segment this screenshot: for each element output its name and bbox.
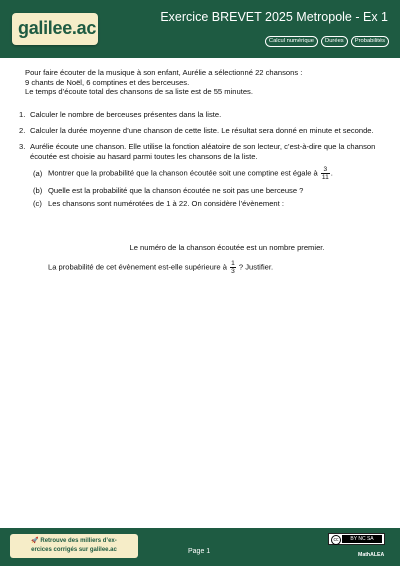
subquestion-text: Les chansons sont numérotées de 1 à 22. On considère l’évènement : [48,199,284,208]
intro-line: Le temps d’écoute total des chansons de sa liste est de 55 minutes. [25,87,253,97]
event-statement: Le numéro de la chanson écoutée est un nombre premier. [129,243,325,252]
logo-text: galilee.ac [18,18,97,38]
question-text: Calculer le nombre de berceuses présentes dans la liste. [30,110,222,119]
final-question-text: La probabilité de cet évènement est-elle supérieure à [48,262,227,272]
fraction-numerator: 3 [321,166,330,174]
question-number: 1. [19,110,26,119]
mathalea-brand: MathALEA [358,552,385,558]
tag-probabilites[interactable]: Probabilités [351,36,389,47]
subquestion-label: (a) [33,168,43,178]
subquestion-text: Quelle est la probabilité que la chanson écoutée ne soit pas une berceuse ? [48,186,304,195]
fraction-denominator: 3 [231,268,235,275]
by-nc-sa-icon: BY NC SA [342,535,382,543]
question-text: Calculer la durée moyenne d’une chanson de cette liste. Le résultat sera donné en minute et seconde. [30,126,374,135]
promo-banner[interactable] [10,534,138,558]
intro-paragraph [25,68,385,97]
intro-line: 9 chants de Noël, 6 comptines et des berceuses. [25,77,190,87]
cc-icon: cc [331,535,341,545]
tag-durees[interactable]: Durées [321,36,348,47]
fraction-numerator: 1 [231,260,235,267]
subquestion-a [33,166,383,181]
intro-line: Pour faire écouter de la musique à son enfant, Aurélie a sélectionné 22 chansons : [25,68,303,77]
subquestion-label: (c) [33,199,42,208]
tag-calcul-numerique[interactable]: Calcul numérique [265,36,318,47]
fraction-denominator: 11 [321,174,329,181]
header-bar [0,0,400,58]
question-number: 3. [19,142,26,151]
subquestion-c [33,199,383,209]
subquestion-label: (b) [33,186,43,195]
subquestion-b [33,186,383,196]
promo-line: 🚀 Retrouve des milliers d’ex- [31,538,117,544]
subquestion-text: Montrer que la probabilité que la chanson écoutée soit une comptine est égale à [48,168,318,178]
subquestion-end: . [330,168,333,178]
promo-line: ercices corrigés sur galilee.ac [31,546,117,553]
galilee-logo[interactable] [12,13,98,45]
page-number: Page 1 [188,548,211,555]
question-number: 2. [19,126,26,135]
fraction [321,166,330,181]
exercise-title: Exercice BREVET 2025 Metropole - Ex 1 [160,10,388,24]
question-text: Aurélie écoute une chanson. Elle utilise la fonction aléatoire de son lecteur, c’est-à-dire que la chanson écoutée est choisie au hasard parmi toutes les chansons de la liste. [30,142,376,161]
cc-license-badge [328,533,385,545]
fraction [230,260,236,275]
final-question-end: ? Justifier. [238,262,274,272]
tag-list [265,36,389,47]
final-question [48,260,398,275]
